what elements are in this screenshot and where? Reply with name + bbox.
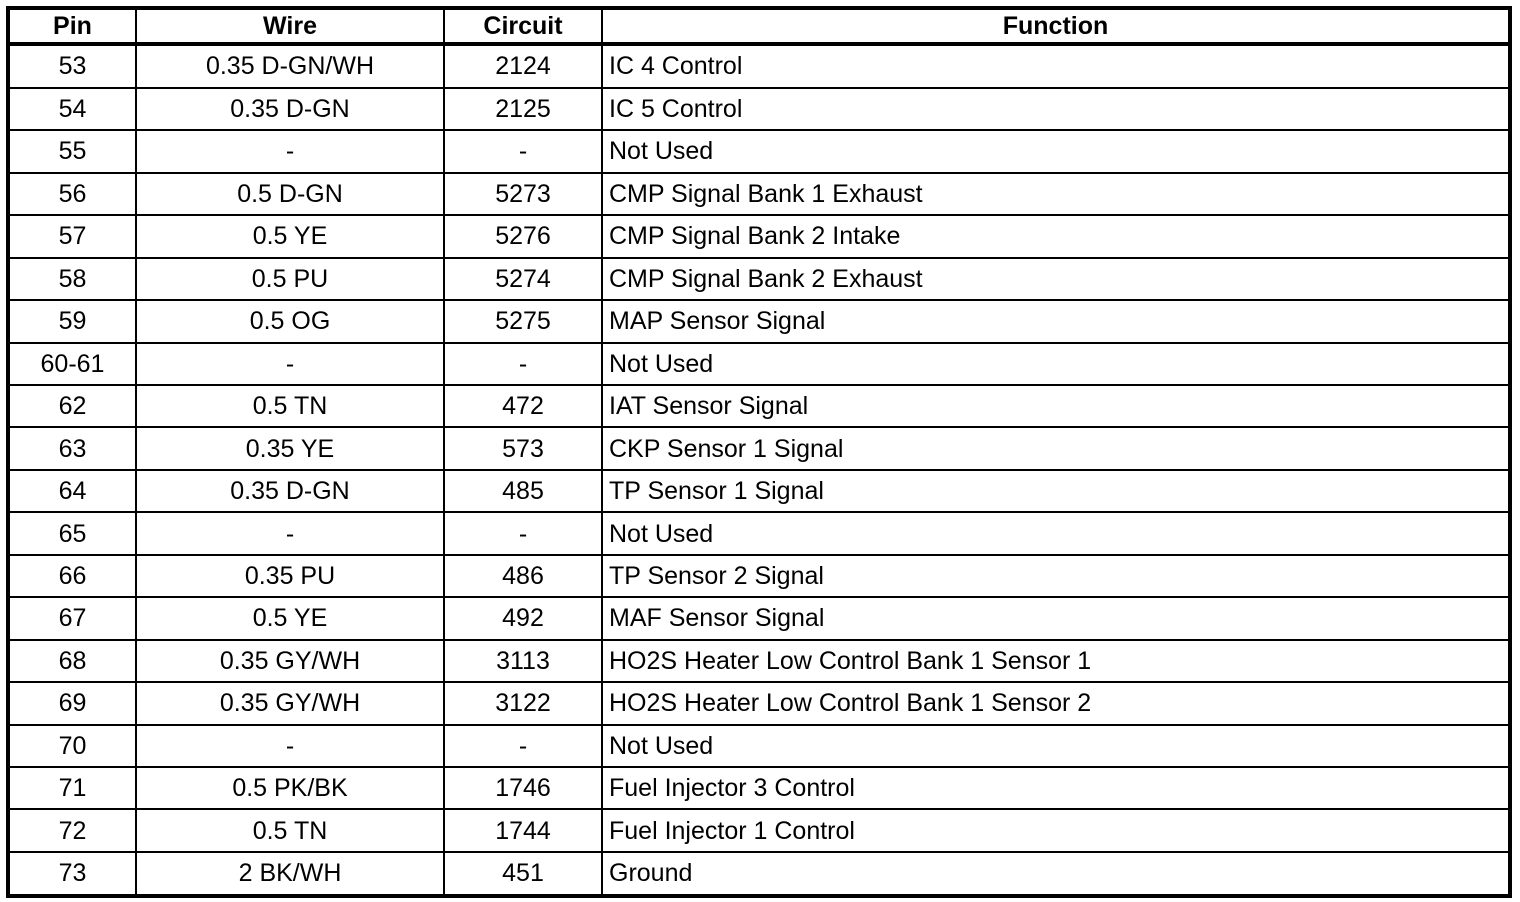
pin-cell: 72 — [8, 809, 136, 851]
wire-cell: 0.5 PU — [136, 258, 444, 300]
table-row — [8, 555, 1510, 597]
function-cell: CMP Signal Bank 1 Exhaust — [602, 173, 1510, 215]
circuit-cell: 3113 — [444, 640, 602, 682]
pin-cell: 62 — [8, 385, 136, 427]
wire-cell: 0.35 YE — [136, 427, 444, 469]
table-row — [8, 300, 1510, 342]
table-row — [8, 427, 1510, 469]
function-cell: Fuel Injector 3 Control — [602, 767, 1510, 809]
function-cell: CMP Signal Bank 2 Intake — [602, 215, 1510, 257]
circuit-cell: 3122 — [444, 682, 602, 724]
wire-cell: 0.35 D-GN/WH — [136, 44, 444, 88]
function-cell: MAP Sensor Signal — [602, 300, 1510, 342]
wire-cell: 0.5 OG — [136, 300, 444, 342]
circuit-cell: 5274 — [444, 258, 602, 300]
table-row — [8, 725, 1510, 767]
pin-cell: 63 — [8, 427, 136, 469]
header-row — [8, 8, 1510, 44]
table-row — [8, 215, 1510, 257]
pin-cell: 67 — [8, 597, 136, 639]
function-cell: CMP Signal Bank 2 Exhaust — [602, 258, 1510, 300]
circuit-cell: 486 — [444, 555, 602, 597]
pin-cell: 71 — [8, 767, 136, 809]
wire-cell: - — [136, 130, 444, 172]
pin-cell: 54 — [8, 88, 136, 130]
circuit-cell: 5275 — [444, 300, 602, 342]
circuit-cell: 451 — [444, 852, 602, 896]
table-row — [8, 852, 1510, 896]
wire-cell: - — [136, 512, 444, 554]
function-cell: TP Sensor 2 Signal — [602, 555, 1510, 597]
column-header-function: Function — [602, 8, 1510, 44]
pin-cell: 64 — [8, 470, 136, 512]
circuit-cell: 472 — [444, 385, 602, 427]
pin-cell: 59 — [8, 300, 136, 342]
pin-cell: 70 — [8, 725, 136, 767]
function-cell: Not Used — [602, 512, 1510, 554]
wire-cell: 0.35 D-GN — [136, 470, 444, 512]
table-row — [8, 343, 1510, 385]
circuit-cell: 1746 — [444, 767, 602, 809]
circuit-cell: - — [444, 725, 602, 767]
wire-cell: 0.5 PK/BK — [136, 767, 444, 809]
column-header-circuit: Circuit — [444, 8, 602, 44]
circuit-cell: 1744 — [444, 809, 602, 851]
table-row — [8, 44, 1510, 88]
wire-cell: 0.35 D-GN — [136, 88, 444, 130]
wire-cell: 0.35 GY/WH — [136, 682, 444, 724]
function-cell: CKP Sensor 1 Signal — [602, 427, 1510, 469]
circuit-cell: - — [444, 130, 602, 172]
wire-cell: 0.5 TN — [136, 809, 444, 851]
pin-cell: 58 — [8, 258, 136, 300]
pin-cell: 53 — [8, 44, 136, 88]
function-cell: Not Used — [602, 725, 1510, 767]
circuit-cell: 492 — [444, 597, 602, 639]
function-cell: Not Used — [602, 130, 1510, 172]
column-header-pin: Pin — [8, 8, 136, 44]
table-row — [8, 385, 1510, 427]
table-row — [8, 88, 1510, 130]
pinout-table — [6, 6, 1512, 898]
table-row — [8, 258, 1510, 300]
circuit-cell: 5276 — [444, 215, 602, 257]
pin-cell: 68 — [8, 640, 136, 682]
pinout-table-container — [6, 6, 1512, 898]
table-row — [8, 512, 1510, 554]
function-cell: IC 4 Control — [602, 44, 1510, 88]
table-row — [8, 767, 1510, 809]
wire-cell: 0.5 YE — [136, 597, 444, 639]
table-row — [8, 173, 1510, 215]
table-row — [8, 682, 1510, 724]
circuit-cell: 485 — [444, 470, 602, 512]
function-cell: TP Sensor 1 Signal — [602, 470, 1510, 512]
table-row — [8, 470, 1510, 512]
pin-cell: 60-61 — [8, 343, 136, 385]
circuit-cell: - — [444, 343, 602, 385]
wire-cell: - — [136, 725, 444, 767]
circuit-cell: 2124 — [444, 44, 602, 88]
column-header-wire: Wire — [136, 8, 444, 44]
wire-cell: 0.35 PU — [136, 555, 444, 597]
wire-cell: 0.35 GY/WH — [136, 640, 444, 682]
table-row — [8, 130, 1510, 172]
function-cell: HO2S Heater Low Control Bank 1 Sensor 1 — [602, 640, 1510, 682]
function-cell: HO2S Heater Low Control Bank 1 Sensor 2 — [602, 682, 1510, 724]
circuit-cell: 2125 — [444, 88, 602, 130]
function-cell: IAT Sensor Signal — [602, 385, 1510, 427]
table-row — [8, 597, 1510, 639]
wire-cell: 2 BK/WH — [136, 852, 444, 896]
wire-cell: 0.5 D-GN — [136, 173, 444, 215]
pin-cell: 69 — [8, 682, 136, 724]
function-cell: Not Used — [602, 343, 1510, 385]
pin-cell: 65 — [8, 512, 136, 554]
pin-cell: 66 — [8, 555, 136, 597]
circuit-cell: 5273 — [444, 173, 602, 215]
wire-cell: 0.5 TN — [136, 385, 444, 427]
pin-cell: 55 — [8, 130, 136, 172]
function-cell: MAF Sensor Signal — [602, 597, 1510, 639]
function-cell: IC 5 Control — [602, 88, 1510, 130]
table-body — [8, 44, 1510, 896]
pin-cell: 73 — [8, 852, 136, 896]
pin-cell: 57 — [8, 215, 136, 257]
table-row — [8, 640, 1510, 682]
wire-cell: - — [136, 343, 444, 385]
wire-cell: 0.5 YE — [136, 215, 444, 257]
pin-cell: 56 — [8, 173, 136, 215]
table-row — [8, 809, 1510, 851]
circuit-cell: 573 — [444, 427, 602, 469]
function-cell: Fuel Injector 1 Control — [602, 809, 1510, 851]
function-cell: Ground — [602, 852, 1510, 896]
circuit-cell: - — [444, 512, 602, 554]
